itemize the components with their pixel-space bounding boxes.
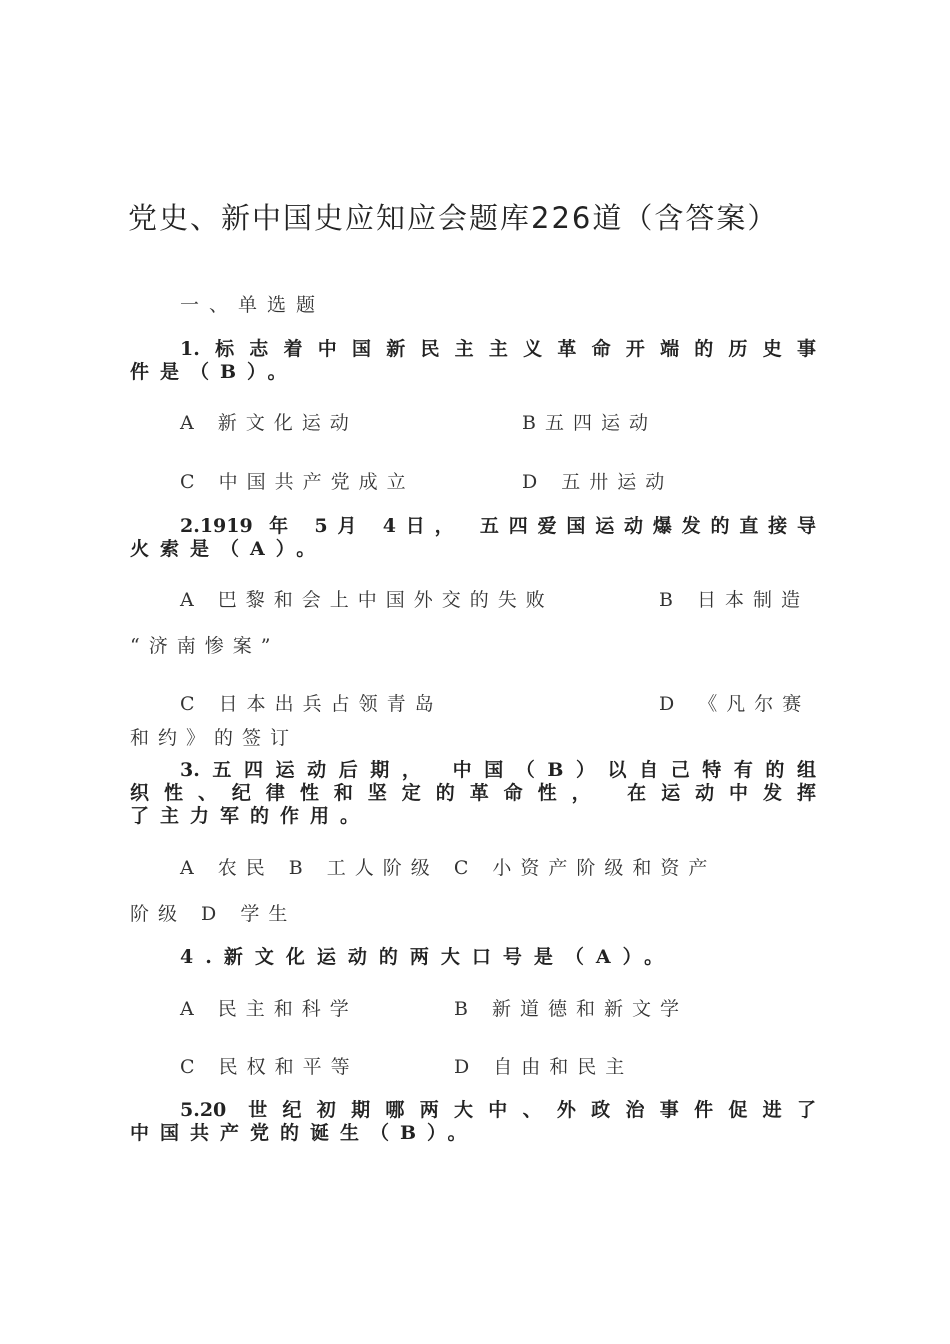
question-1-option-a: A 新文化运动 bbox=[180, 412, 358, 434]
question-5-line-2: 中国共产党的诞生（B）。 bbox=[130, 1122, 478, 1144]
question-2-line-2: 火索是（A）。 bbox=[130, 538, 327, 560]
question-1-option-b: B五四运动 bbox=[522, 412, 657, 434]
question-2 bbox=[130, 515, 816, 561]
question-5 bbox=[130, 1099, 816, 1145]
question-2-option-b: B 日本制造 bbox=[659, 589, 810, 611]
question-3-line-3: 了主力军的作用。 bbox=[130, 805, 371, 827]
question-1-option-c: C 中国共产党成立 bbox=[180, 471, 415, 493]
question-3-options: A 农民 B 工人阶级 C 小资产阶级和资产 bbox=[180, 857, 717, 879]
question-2-option-d-continued: 和约》的签订 bbox=[130, 727, 299, 749]
question-4 bbox=[130, 946, 816, 969]
question-2-option-c: C 日本出兵占领青岛 bbox=[180, 693, 443, 715]
document-title: 党史、新中国史应知应会题库226道（含答案） bbox=[128, 201, 779, 235]
question-2-option-a: A 巴黎和会上中国外交的失败 bbox=[180, 589, 554, 611]
question-5-line-1: 5.20 世纪初期哪两大中、外政治事件促进了 bbox=[180, 1099, 816, 1121]
question-3 bbox=[130, 759, 816, 828]
question-4-option-c: C 民权和平等 bbox=[180, 1056, 359, 1078]
question-2-option-d: D 《凡尔赛 bbox=[659, 693, 811, 715]
question-1-line-2: 件是（B）。 bbox=[130, 361, 298, 383]
question-3-line-2: 织性、纪律性和坚定的革命性， 在运动中发挥 bbox=[130, 782, 816, 804]
question-4-option-b: B 新道德和新文学 bbox=[454, 998, 689, 1020]
question-3-line-1: 3.五四运动后期， 中国（B）以自己特有的组 bbox=[180, 759, 816, 781]
question-4-line-1: 4.新文化运动的两大口号是（A）。 bbox=[180, 946, 676, 968]
question-2-line-1: 2.1919 年 5月 4日， 五四爱国运动爆发的直接导 bbox=[180, 515, 816, 537]
section-heading: 一、单选题 bbox=[180, 294, 326, 316]
question-1-option-d: D 五卅运动 bbox=[522, 471, 674, 493]
question-4-option-a: A 民主和科学 bbox=[180, 998, 358, 1020]
question-3-options-continued: 阶级 D 学生 bbox=[130, 903, 297, 925]
question-1-line-1: 1.标志着中国新民主主义革命开端的历史事 bbox=[180, 338, 816, 360]
question-2-option-b-continued: “济南惨案” bbox=[130, 635, 280, 657]
question-1 bbox=[130, 338, 816, 384]
question-4-option-d: D 自由和民主 bbox=[454, 1056, 634, 1078]
